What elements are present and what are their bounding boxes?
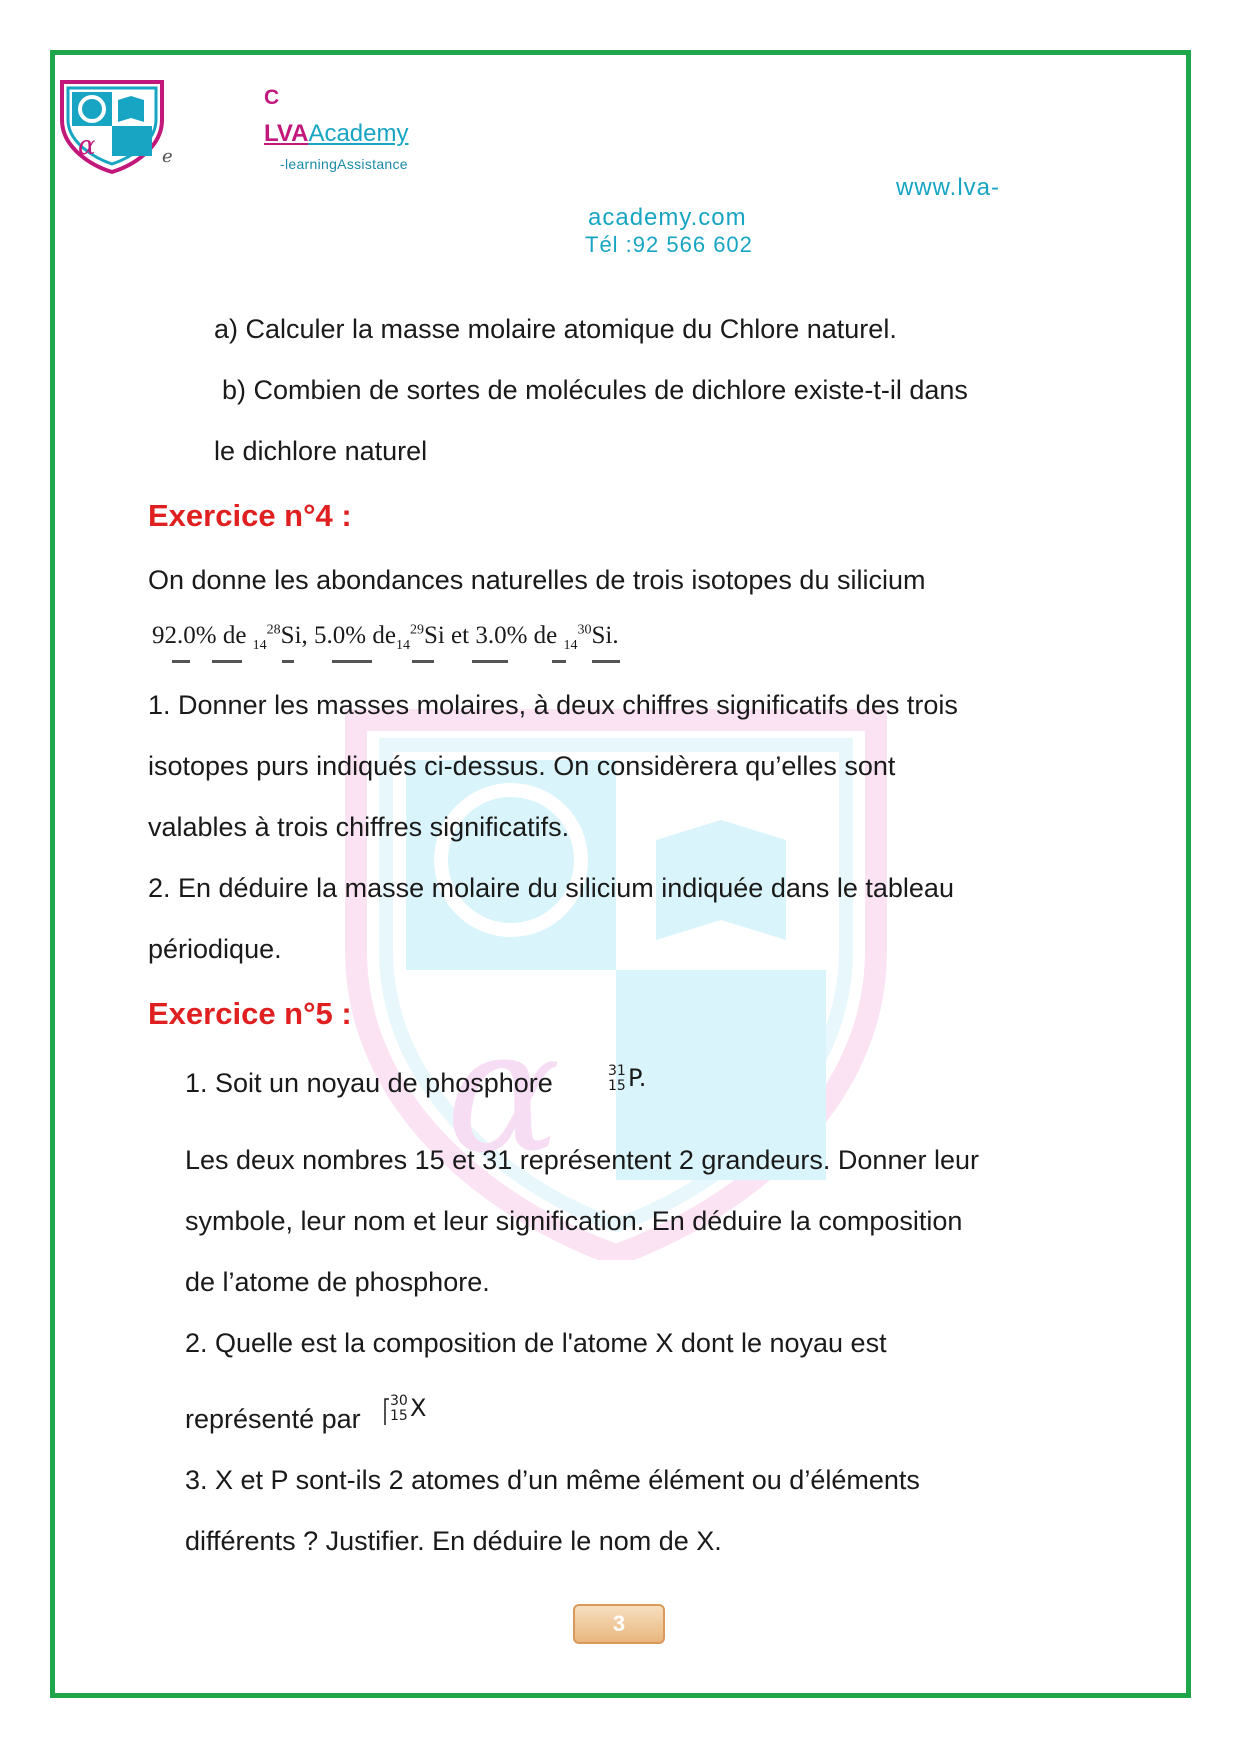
exercise-4-title: Exercice n°4 : xyxy=(148,498,352,533)
question-b: b) Combien de sortes de molécules de dichlore existe-t-il dans xyxy=(222,375,968,405)
atomic-number: 14 xyxy=(252,638,267,653)
website-url-part2[interactable]: academy.com xyxy=(588,204,747,231)
element-symbol: P. xyxy=(628,1064,647,1092)
brand-c: C xyxy=(264,86,280,109)
atomic-number: 14 xyxy=(563,638,578,653)
page-number: 3 xyxy=(573,1604,665,1644)
brand-lva: LVA xyxy=(264,120,309,147)
shield-watermark xyxy=(336,700,896,1260)
exercise-4-q1-line3: valables à trois chiffres significatifs. xyxy=(148,812,570,842)
exercise-5-q3-line1: 3. X et P sont-ils 2 atomes d’un même élément ou d’éléments xyxy=(185,1465,920,1495)
element-symbol: X xyxy=(410,1394,427,1422)
mass-number: 31 xyxy=(608,1063,626,1079)
mass-number: 30 xyxy=(390,1393,408,1409)
exercise-5-paragraph-line2: symbole, leur nom et leur signification. En déduire la composition xyxy=(185,1206,963,1236)
formula-text: Si et 3.0% de xyxy=(423,622,564,649)
exercise-5-title: Exercice n°5 : xyxy=(148,996,352,1031)
question-a: a) Calculer la masse molaire atomique du Chlore naturel. xyxy=(214,314,897,344)
exercise-5-q1: 1. Soit un noyau de phosphore xyxy=(185,1068,553,1098)
question-b-continued: le dichlore naturel xyxy=(214,436,428,466)
mass-number: 29 xyxy=(409,622,424,638)
exercise-5-q3-line2: différents ? Justifier. En déduire le nom de X. xyxy=(185,1526,722,1556)
phone-number: Tél :92 566 602 xyxy=(585,232,753,257)
mass-number: 28 xyxy=(266,622,281,638)
exercise-5-q2-line1: 2. Quelle est la composition de l'atome X dont le noyau est xyxy=(185,1328,887,1358)
website-url-part1[interactable]: www.lva- xyxy=(896,174,1001,201)
formula-text: Si. xyxy=(591,622,619,649)
atomic-number: 14 xyxy=(395,638,410,653)
atomic-number: 15 xyxy=(608,1078,626,1094)
svg-text:α: α xyxy=(446,993,561,1191)
exercise-5-q2-line2: représenté par xyxy=(185,1404,361,1434)
logo-e-letter: e xyxy=(162,146,173,167)
brand-subtitle: -learningAssistance xyxy=(280,156,408,172)
brand-academy: Academy xyxy=(308,120,409,147)
phosphorus-nucleus xyxy=(606,1062,670,1098)
exercise-4-q1-line2: isotopes purs indiqués ci-dessus. On considèrera qu’elles sont xyxy=(148,751,896,781)
exercise-4-q1-line1: 1. Donner les masses molaires, à deux chiffres significatifs des trois xyxy=(148,690,958,720)
exercise-4-q2-line2: périodique. xyxy=(148,934,282,964)
x-nucleus xyxy=(384,1392,440,1428)
atomic-number: 15 xyxy=(390,1408,408,1424)
formula-text: Si, 5.0% de xyxy=(280,622,396,649)
lva-academy-logo xyxy=(58,78,166,174)
cropped-text-fragment xyxy=(152,658,692,666)
exercise-4-q2-line1: 2. En déduire la masse molaire du silicium indiquée dans le tableau xyxy=(148,873,954,903)
svg-text:α: α xyxy=(78,131,96,161)
brand-name xyxy=(264,120,408,148)
exercise-4-intro: On donne les abondances naturelles de trois isotopes du silicium xyxy=(148,565,926,595)
exercise-5-paragraph-line3: de l’atome de phosphore. xyxy=(185,1267,490,1297)
mass-number: 30 xyxy=(577,622,592,638)
exercise-5-paragraph-line1: Les deux nombres 15 et 31 représentent 2 grandeurs. Donner leur xyxy=(185,1145,979,1175)
formula-text: 92.0% de xyxy=(152,622,253,649)
silicon-isotopes-formula xyxy=(152,622,619,654)
